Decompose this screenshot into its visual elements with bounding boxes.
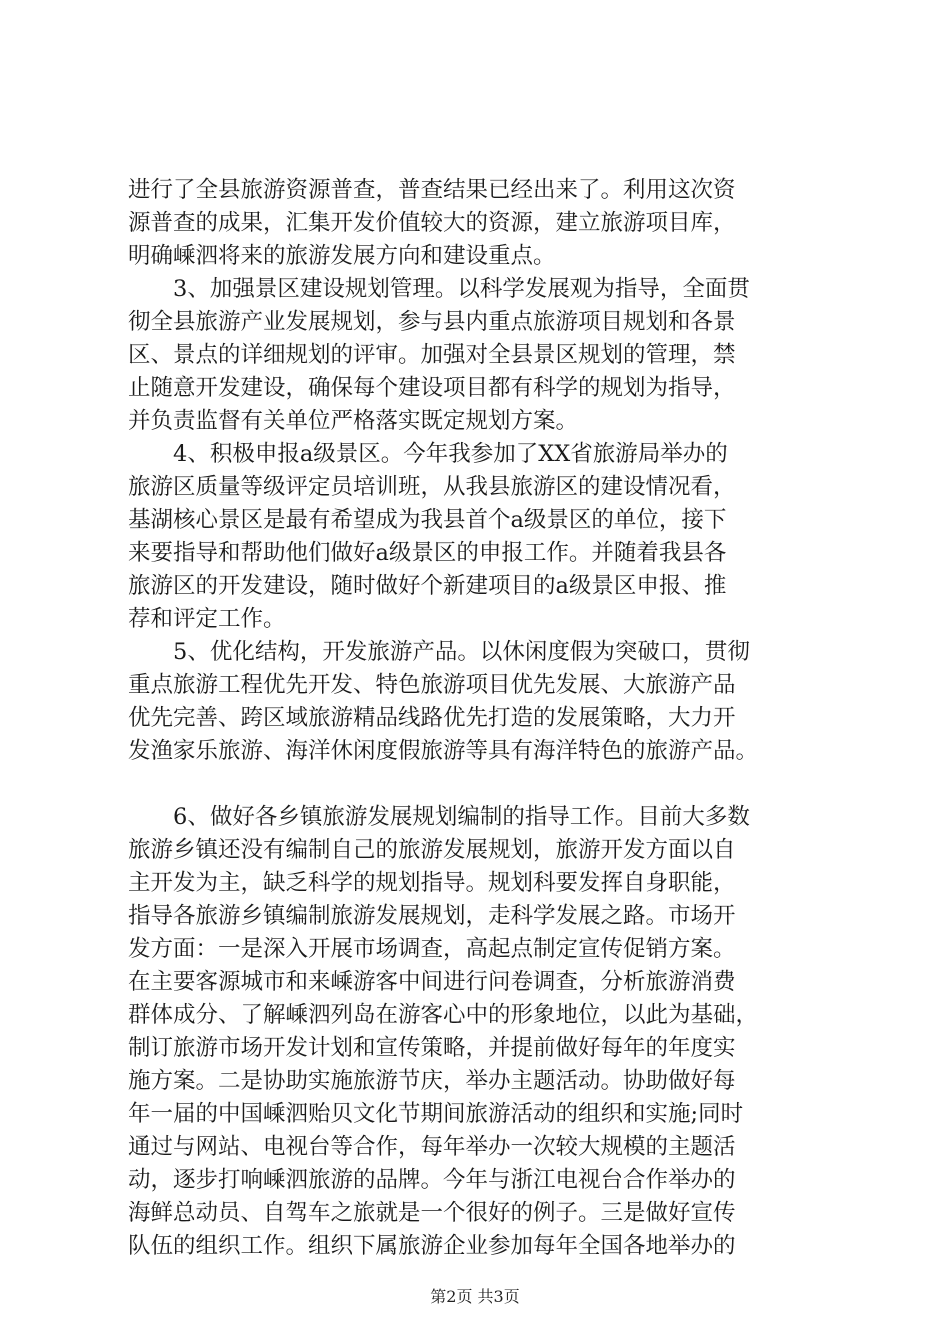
text-line: 群体成分、了解嵊泗列岛在游客心中的形象地位，以此为基础， xyxy=(128,1002,759,1028)
page-footer xyxy=(0,1284,950,1307)
text-line: 队伍的组织工作。组织下属旅游企业参加每年全国各地举办的 xyxy=(128,1233,736,1259)
text-line: 通过与网站、电视台等合作，每年举办一次较大规模的主题活 xyxy=(128,1134,736,1160)
text-line: 重点旅游工程优先开发、特色旅游项目优先发展、大旅游产品 xyxy=(128,672,736,698)
paragraph-spacer xyxy=(128,768,828,801)
text-line: 并负责监督有关单位严格落实既定规划方案。 xyxy=(128,408,579,434)
text-line: 海鲜总动员、自驾车之旅就是一个很好的例子。三是做好宣传 xyxy=(128,1200,736,1226)
text-line: 发渔家乐旅游、海洋休闲度假旅游等具有海洋特色的旅游产品。 xyxy=(128,738,759,764)
text-line: 指导各旅游乡镇编制旅游发展规划，走科学发展之路。市场开 xyxy=(128,903,736,929)
text-line: 止随意开发建设，确保每个建设项目都有科学的规划为指导， xyxy=(128,375,736,401)
text-line: 主开发为主，缺乏科学的规划指导。规划科要发挥自身职能， xyxy=(128,870,736,896)
text-line: 进行了全县旅游资源普查，普查结果已经出来了。利用这次资 xyxy=(128,177,736,203)
document-body xyxy=(128,174,828,1263)
text-line: 旅游区的开发建设，随时做好个新建项目的a级景区申报、推 xyxy=(128,573,727,599)
text-line: 年一届的中国嵊泗贻贝文化节期间旅游活动的组织和实施;同时 xyxy=(128,1101,744,1127)
text-line: 发方面：一是深入开展市场调查，高起点制定宣传促销方案。 xyxy=(128,936,736,962)
text-line: 在主要客源城市和来嵊游客中间进行问卷调查，分析旅游消费 xyxy=(128,969,736,995)
paragraph-5-first-line: 5、优化结构，开发旅游产品。以休闲度假为突破口，贯彻 xyxy=(173,639,750,665)
text-line: 旅游乡镇还没有编制自己的旅游发展规划，旅游开发方面以自 xyxy=(128,837,736,863)
text-line: 基湖核心景区是最有希望成为我县首个a级景区的单位，接下 xyxy=(128,507,727,533)
text-line: 优先完善、跨区域旅游精品线路优先打造的发展策略，大力开 xyxy=(128,705,736,731)
text-line: 荐和评定工作。 xyxy=(128,606,286,632)
text-line: 来要指导和帮助他们做好a级景区的申报工作。并随着我县各 xyxy=(128,540,727,566)
paragraph-3-first-line: 3、加强景区建设规划管理。以科学发展观为指导，全面贯 xyxy=(173,276,750,302)
text-line: 施方案。二是协助实施旅游节庆，举办主题活动。协助做好每 xyxy=(128,1068,736,1094)
text-line: 彻全县旅游产业发展规划，参与县内重点旅游项目规划和各景 xyxy=(128,309,736,335)
paragraph-6-first-line: 6、做好各乡镇旅游发展规划编制的指导工作。目前大多数 xyxy=(173,804,750,830)
text-line: 源普查的成果，汇集开发价值较大的资源，建立旅游项目库， xyxy=(128,210,736,236)
text-line: 制订旅游市场开发计划和宣传策略，并提前做好每年的年度实 xyxy=(128,1035,736,1061)
text-line: 动，逐步打响嵊泗旅游的品牌。今年与浙江电视台合作举办的 xyxy=(128,1167,736,1193)
page-number-label: 第2页 共3页 xyxy=(430,1287,520,1306)
text-line: 明确嵊泗将来的旅游发展方向和建设重点。 xyxy=(128,243,556,269)
text-line: 旅游区质量等级评定员培训班，从我县旅游区的建设情况看， xyxy=(128,474,736,500)
paragraph-4-first-line: 4、积极申报a级景区。今年我参加了XX省旅游局举办的 xyxy=(173,441,728,467)
text-line: 区、景点的详细规划的评审。加强对全县景区规划的管理，禁 xyxy=(128,342,736,368)
